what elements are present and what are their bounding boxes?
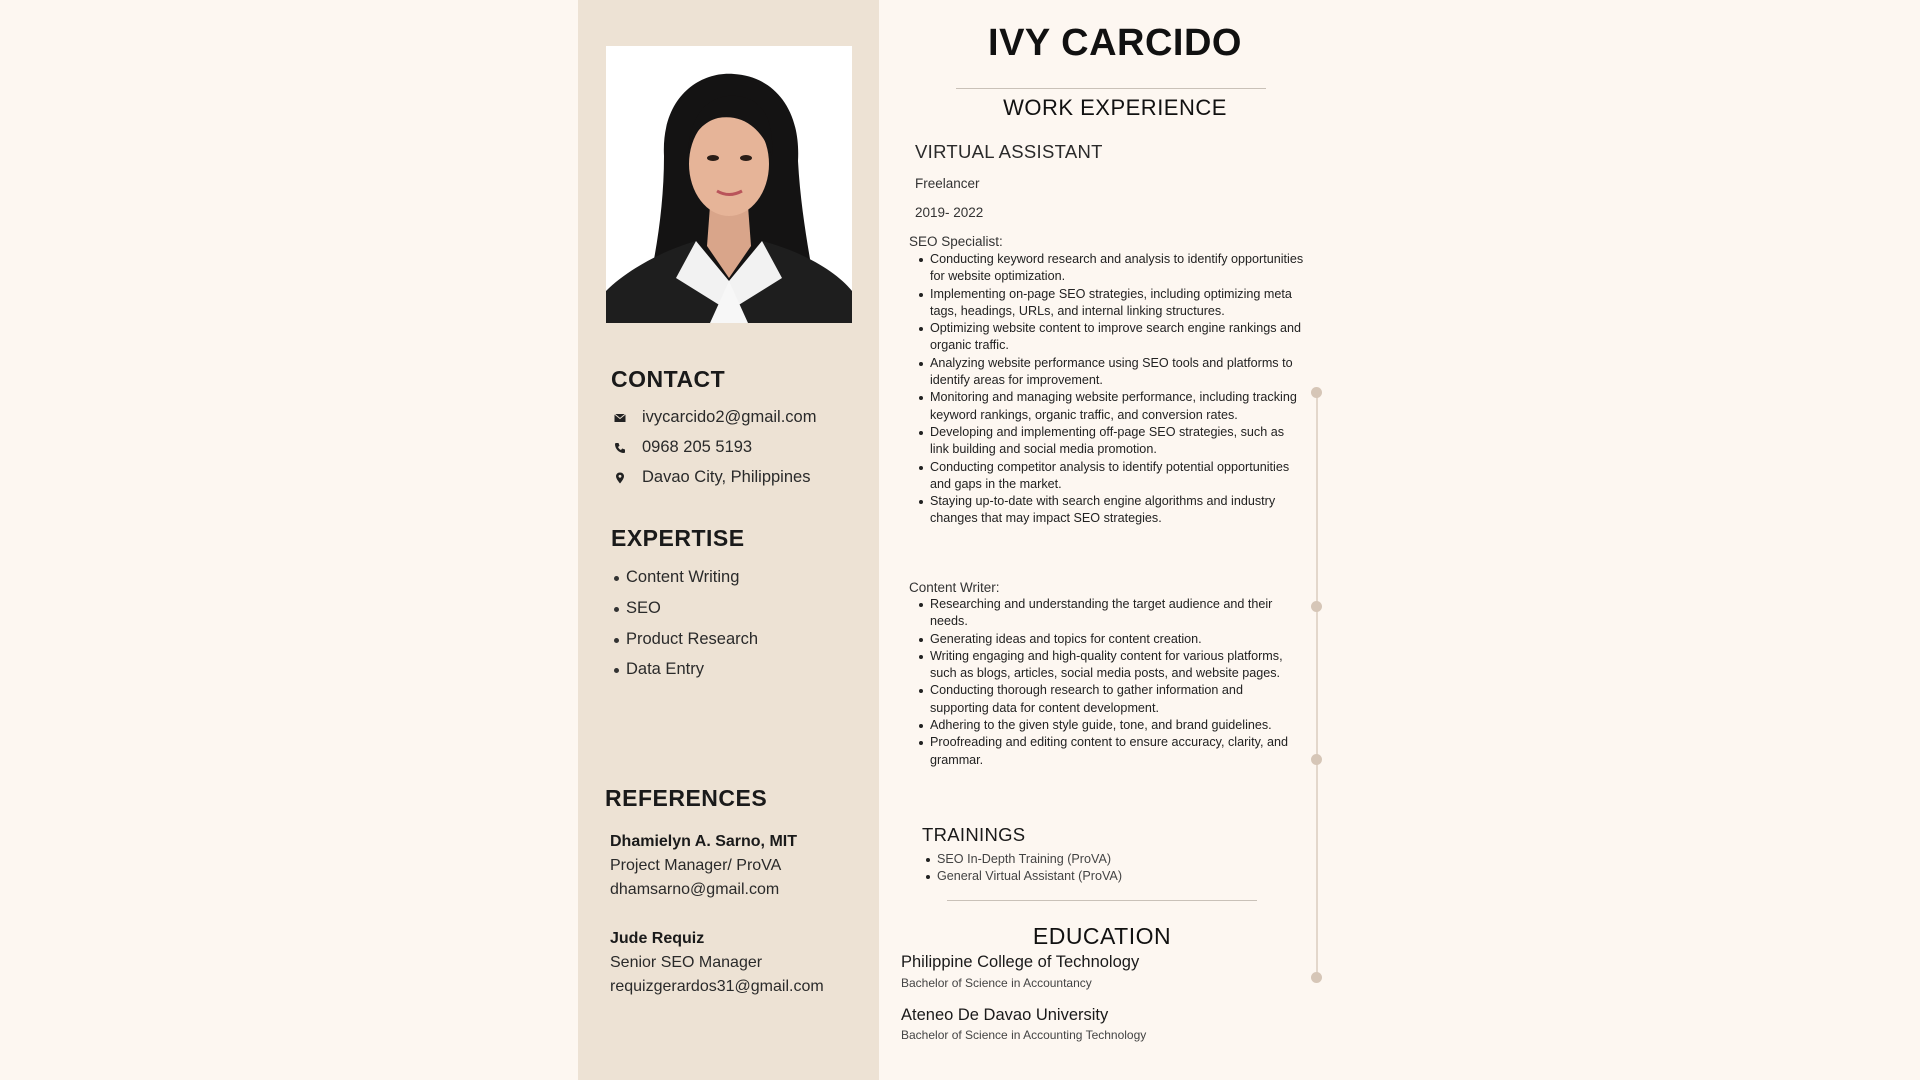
contact-phone[interactable]	[614, 438, 752, 457]
job-title: VIRTUAL ASSISTANT	[915, 141, 1103, 162]
writer-role-label: Content Writer:	[909, 580, 1000, 595]
education-school: Ateneo De Davao University	[901, 1006, 1109, 1024]
expertise-item: Product Research	[626, 630, 759, 648]
job-company: Freelancer	[915, 176, 980, 191]
reference-entry	[610, 830, 797, 902]
references-heading: REFERENCES	[605, 785, 768, 811]
education-heading: EDUCATION	[1032, 923, 1172, 949]
list-item: Developing and implementing off-page SEO strategies, such as link building and social media promotion.	[930, 424, 1305, 459]
trainings-list	[937, 851, 1237, 886]
reference-role: Senior SEO Manager	[610, 954, 763, 971]
work-experience-heading: WORK EXPERIENCE	[1003, 95, 1227, 120]
candidate-name: IVY CARCIDO	[988, 22, 1242, 64]
list-item: Writing engaging and high-quality content for various platforms, such as blogs, articles, social media posts, and website pages.	[930, 648, 1305, 683]
reference-name: Jude Requiz	[610, 930, 705, 947]
education-school: Philippine College of Technology	[901, 953, 1140, 971]
profile-photo	[606, 46, 852, 323]
mail-icon	[614, 410, 630, 426]
location-pin-icon	[614, 470, 630, 486]
divider	[956, 88, 1266, 89]
list-item: General Virtual Assistant (ProVA)	[937, 868, 1237, 885]
contact-location-text: Davao City, Philippines	[642, 468, 811, 486]
contact-phone-text: 0968 205 5193	[642, 438, 753, 456]
writer-duties-list	[930, 596, 1305, 769]
contact-location	[614, 468, 810, 487]
list-item: Conducting competitor analysis to identify potential opportunities and gaps in the market.	[930, 459, 1305, 494]
list-item: Conducting keyword research and analysis to identify opportunities for website optimization.	[930, 251, 1305, 286]
timeline-dot	[1311, 972, 1322, 983]
timeline-dot	[1311, 387, 1322, 398]
timeline-dot	[1311, 754, 1322, 765]
phone-icon	[614, 440, 630, 456]
trainings-heading: TRAININGS	[922, 824, 1026, 845]
list-item: Optimizing website content to improve search engine rankings and organic traffic.	[930, 320, 1305, 355]
list-item: Adhering to the given style guide, tone, and brand guidelines.	[930, 717, 1305, 734]
list-item: Analyzing website performance using SEO tools and platforms to identify areas for improvement.	[930, 355, 1305, 390]
reference-email[interactable]: dhamsarno@gmail.com	[610, 881, 780, 898]
contact-email[interactable]	[614, 408, 816, 427]
divider	[947, 900, 1257, 901]
job-dates: 2019- 2022	[915, 205, 984, 220]
list-item: Implementing on-page SEO strategies, including optimizing meta tags, headings, URLs, and internal linking structures.	[930, 286, 1305, 321]
expertise-item: Data Entry	[626, 660, 704, 678]
reference-name: Dhamielyn A. Sarno, MIT	[610, 833, 797, 850]
reference-email[interactable]: requizgerardos31@gmail.com	[610, 978, 824, 995]
timeline-line	[1316, 390, 1318, 978]
list-item: Staying up-to-date with search engine algorithms and industry changes that may impact SEO strategies.	[930, 493, 1305, 528]
list-item: SEO In-Depth Training (ProVA)	[937, 851, 1237, 868]
expertise-heading: EXPERTISE	[611, 525, 745, 551]
seo-role-label: SEO Specialist:	[909, 234, 1003, 249]
reference-entry	[610, 927, 824, 999]
list-item: Conducting thorough research to gather information and supporting data for content development.	[930, 682, 1305, 717]
list-item: Proofreading and editing content to ensure accuracy, clarity, and grammar.	[930, 734, 1305, 769]
reference-role: Project Manager/ ProVA	[610, 857, 782, 874]
seo-duties-list	[930, 251, 1305, 528]
list-item: Monitoring and managing website performance, including tracking keyword rankings, organic traffic, and conversion rates.	[930, 389, 1305, 424]
timeline-dot	[1311, 601, 1322, 612]
education-degree: Bachelor of Science in Accountancy	[901, 976, 1092, 990]
contact-email-text: ivycarcido2@gmail.com	[642, 408, 817, 426]
expertise-item: SEO	[626, 599, 661, 617]
list-item: Researching and understanding the target audience and their needs.	[930, 596, 1305, 631]
contact-heading: CONTACT	[611, 366, 726, 392]
list-item: Generating ideas and topics for content creation.	[930, 631, 1305, 648]
expertise-item: Content Writing	[626, 568, 740, 586]
education-degree: Bachelor of Science in Accounting Technology	[901, 1028, 1147, 1042]
